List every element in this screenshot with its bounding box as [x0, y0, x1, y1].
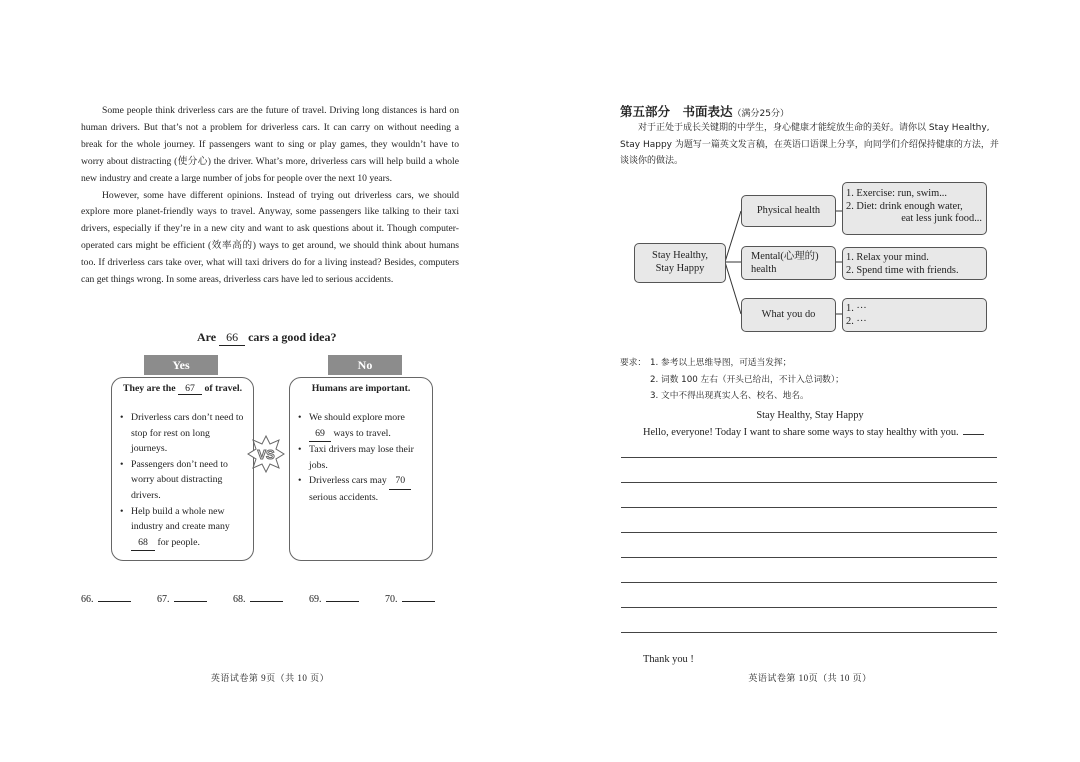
list-item: • Driverless cars don’t need to stop for rest on long journeys.	[118, 410, 247, 457]
essay-opening-line[interactable]	[963, 434, 984, 435]
writing-line[interactable]	[621, 607, 997, 608]
passage-paragraph-1: Some people think driverless cars are the future of travel. Driving long distances is hard on human drivers. But that’s not a problem for driverless cars. It can carry on without needing a break for the whole journey. If passengers want to sing or play games, they wouldn’t have to worry about distracting (使分心) the driver. What’s more, driverless cars will help build a whole new industry and create a large number of jobs for people over the next 10 years.	[81, 105, 459, 184]
list-item-after: ways to travel.	[333, 427, 391, 439]
no-box-heading: Humans are important.	[311, 383, 411, 394]
question-title	[197, 330, 336, 346]
answer-line-66[interactable]	[98, 601, 131, 602]
answer-number: 67.	[157, 594, 170, 605]
answer-70	[385, 594, 461, 605]
answer-line-68[interactable]	[250, 601, 283, 602]
list-item: • Taxi drivers may lose their jobs.	[296, 442, 426, 473]
details-what-you-do	[842, 298, 987, 332]
list-item-text: Driverless cars may	[309, 475, 387, 487]
vs-label: VS	[257, 447, 275, 462]
no-list	[296, 410, 426, 506]
requirements	[620, 355, 844, 405]
answer-69	[309, 594, 385, 605]
list-item: • Passengers don’t need to worry about distracting drivers.	[118, 457, 247, 504]
vs-burst-icon	[247, 435, 285, 473]
passage-paragraph-2: However, some have different opinions. Instead of trying out driverless cars, we should explore more planet-friendly ways to travel. Anyway, some passengers like talking to their taxi drivers, especially if they’re in a new city and want to ask questions about it. Though computer-operated cars might be efficient (效率高的) ways to get around, we should think about humans too. If driverless cars take over, what will taxi drivers do for a living instead? Besides, computers can get things wrong. In some areas, driverless cars have led to serious accidents.	[81, 189, 459, 286]
writing-line[interactable]	[621, 457, 997, 458]
writing-line[interactable]	[621, 507, 997, 508]
branch-label: Mental(心理的)	[751, 251, 819, 262]
answer-number: 66.	[81, 594, 94, 605]
list-item-after: serious accidents.	[309, 491, 379, 503]
essay-title: Stay Healthy, Stay Happy	[756, 410, 864, 421]
answer-number: 69.	[309, 594, 322, 605]
detail-line: 1. ···	[846, 303, 867, 314]
blank-67[interactable]: 67	[178, 383, 202, 395]
answer-66	[81, 594, 157, 605]
list-item-text: Help build a whole new industry and create many	[131, 505, 230, 533]
yes-box	[111, 377, 254, 561]
detail-line: 1. Exercise: run, swim...	[846, 188, 947, 199]
page-footer-10: 英语试卷第 10页（共 10 页）	[748, 673, 872, 683]
writing-line[interactable]	[621, 557, 997, 558]
writing-instruction: 对于正处于成长关键期的中学生，身心健康才能绽放生命的美好。请你以 Stay Healthy, Stay Happy 为题写一篇英文发言稿，在英语口语课上分享，向同学们介绍保持健康的方法，并谈谈你的做法。	[620, 123, 999, 166]
detail-line: 2. Diet: drink enough water,	[846, 200, 963, 212]
branch-label: health	[751, 263, 777, 275]
requirement-item: 1. 参考以上思维导图，可适当发挥；	[650, 358, 792, 368]
right-page	[540, 0, 1080, 762]
writing-line[interactable]	[621, 482, 997, 483]
writing-line[interactable]	[621, 582, 997, 583]
answer-67	[157, 594, 233, 605]
writing-line[interactable]	[621, 532, 997, 533]
yes-header: Yes	[144, 355, 218, 375]
branch-label: Physical health	[756, 204, 821, 216]
requirement-item: 2. 词数 100 左右（开头已给出，不计入总词数）；	[650, 374, 844, 385]
yes-list	[118, 410, 247, 551]
root-line-1: Stay Healthy,	[652, 250, 708, 262]
answer-number: 68.	[233, 594, 246, 605]
details-mental-health	[842, 247, 987, 280]
answer-number: 70.	[385, 594, 398, 605]
detail-line: 1. Relax your mind.	[846, 252, 929, 263]
section-title-text: 第五部分 书面表达	[620, 104, 733, 119]
list-item	[296, 473, 426, 505]
writing-line[interactable]	[621, 632, 997, 633]
list-item-text: We should explore more	[309, 412, 405, 423]
blank-70[interactable]: 70	[389, 473, 411, 490]
question-prefix: Are	[197, 330, 217, 344]
answer-blanks	[81, 594, 461, 605]
detail-line: eat less junk food...	[901, 213, 982, 225]
blank-66[interactable]: 66	[219, 330, 245, 346]
root-line-2: Stay Happy	[655, 263, 705, 274]
reading-passage	[81, 103, 459, 289]
essay-opening-text: Hello, everyone! Today I want to share some ways to stay healthy with you.	[643, 427, 959, 438]
mindmap-root	[634, 243, 726, 283]
no-box	[289, 377, 433, 561]
blank-69[interactable]: 69	[309, 426, 331, 443]
details-physical-health	[842, 182, 987, 235]
essay-closing: Thank you !	[643, 654, 694, 665]
branch-mental-health	[741, 246, 836, 280]
essay-opening	[643, 427, 984, 438]
page-footer-9: 英语试卷第 9页（共 10 页）	[210, 673, 330, 683]
yes-box-heading	[112, 383, 253, 395]
detail-line: 2. ···	[846, 315, 867, 327]
answer-line-69[interactable]	[326, 601, 359, 602]
detail-line: 2. Spend time with friends.	[846, 264, 959, 276]
yes-head-prefix: They are the	[122, 383, 176, 394]
list-item-after: for people.	[157, 536, 200, 548]
section-score: （满分25分）	[732, 109, 789, 119]
branch-physical-health	[741, 195, 836, 227]
requirement-item: 3. 文中不得出现真实人名、校名、地名。	[650, 391, 809, 401]
no-header: No	[328, 355, 402, 375]
branch-label: What you do	[761, 308, 816, 320]
answer-line-70[interactable]	[402, 601, 435, 602]
yes-head-suffix: of travel.	[204, 383, 243, 394]
answer-line-67[interactable]	[174, 601, 207, 602]
branch-what-you-do	[741, 298, 836, 332]
question-suffix: cars a good idea?	[248, 330, 337, 344]
list-item	[296, 410, 426, 442]
list-item	[118, 504, 247, 552]
answer-68	[233, 594, 309, 605]
blank-68[interactable]: 68	[131, 535, 155, 552]
requirements-label: 要求：	[620, 358, 647, 368]
